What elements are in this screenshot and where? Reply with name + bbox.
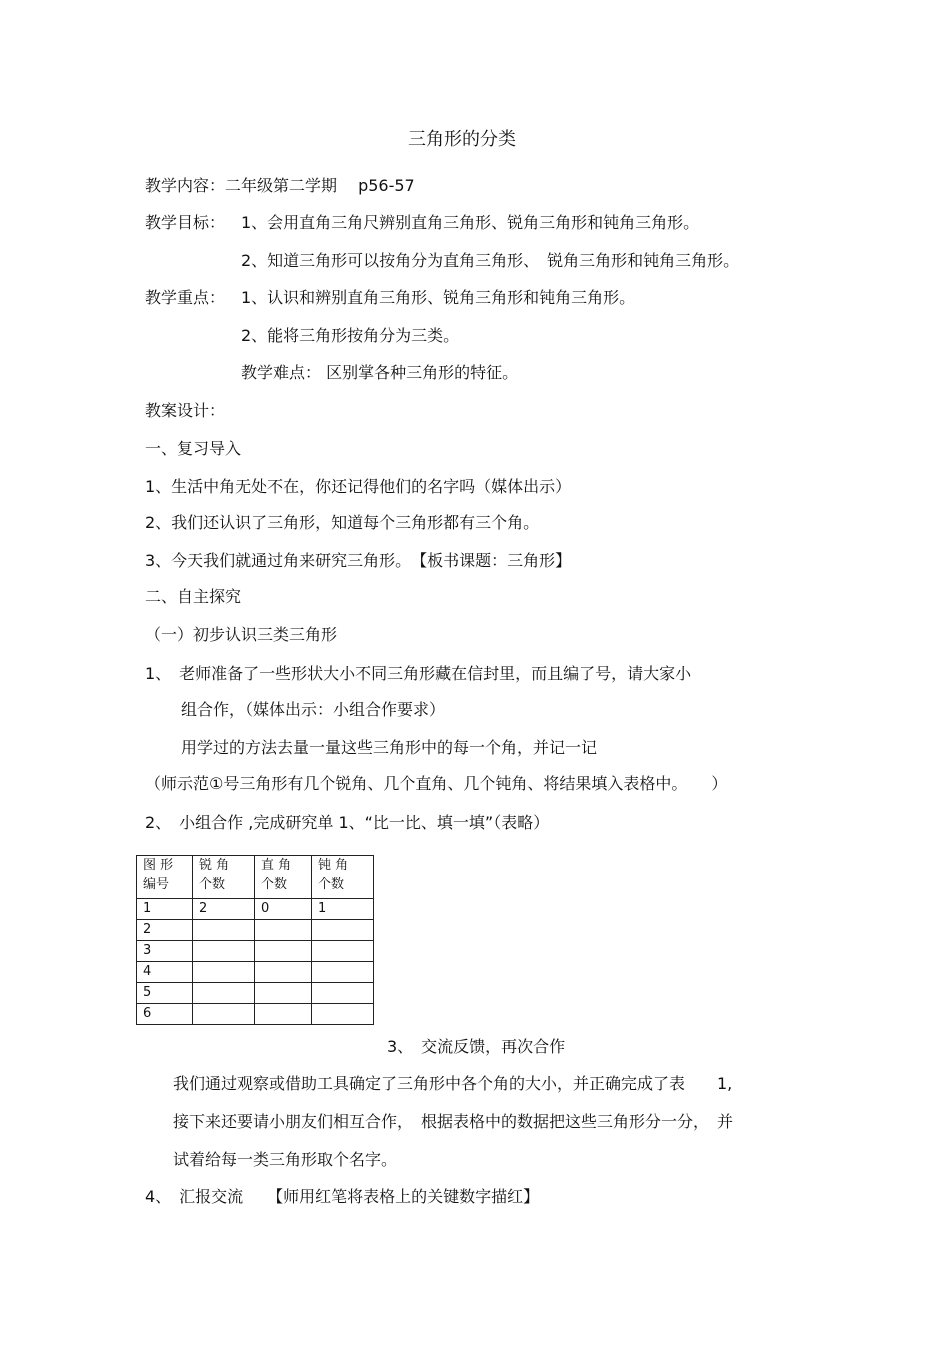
paragraph-line-3: 试着给每一类三角形取个名字。 — [173, 1150, 398, 1169]
table-cell — [255, 920, 312, 941]
table-cell — [193, 941, 255, 962]
table-cell — [193, 920, 255, 941]
key-point-1: 1、认识和辨别直角三角形、锐角三角形和钝角三角形。 — [241, 288, 636, 307]
table-header-cell: 图 形 编号 — [137, 856, 193, 899]
table-cell — [193, 983, 255, 1004]
section-1-item-1: 1、生活中角无处不在，你还记得他们的名字吗（媒体出示） — [145, 477, 572, 496]
table-cell: 4 — [137, 962, 193, 983]
section-2-item-4: 4、 汇报交流 【师用红笔将表格上的关键数字描红】 — [145, 1187, 540, 1206]
table-header-cell: 钝 角 个数 — [312, 856, 374, 899]
section-2-item-1-note: （师示范①号三角形有几个锐角、几个直角、几个钝角、将结果填入表格中。 ） — [145, 774, 728, 793]
key-label: 教学重点： — [145, 288, 226, 307]
teaching-content: 教学内容：二年级第二学期 p56-57 — [145, 176, 415, 195]
section-2-item-1-cont: 组合作，（媒体出示：小组合作要求） — [181, 700, 446, 719]
table-row — [137, 962, 374, 983]
table-cell — [255, 962, 312, 983]
table-cell: 5 — [137, 983, 193, 1004]
table-cell — [312, 983, 374, 1004]
table-cell: 3 — [137, 941, 193, 962]
results-table — [136, 855, 374, 1025]
table-row — [137, 920, 374, 941]
table-cell — [193, 962, 255, 983]
table-row — [137, 941, 374, 962]
difficulty: 教学难点： 区别掌各种三角形的特征。 — [241, 363, 519, 382]
table-cell: 1 — [137, 899, 193, 920]
section-2-item-1: 1、 老师准备了一些形状大小不同三角形藏在信封里，而且编了号，请大家小 — [145, 664, 692, 683]
section-2-item-1-instruction: 用学过的方法去量一量这些三角形中的每一个角，并记一记 — [181, 738, 598, 757]
table-cell — [255, 1004, 312, 1025]
paragraph-line-1: 我们通过观察或借助工具确定了三角形中各个角的大小，并正确完成了表 1, — [173, 1074, 733, 1093]
section-2-item-2: 2、 小组合作 ,完成研究单 1、“比一比、填一填”（表略） — [145, 813, 550, 832]
table-cell: 2 — [193, 899, 255, 920]
subsection-1-heading: （一）初步认识三类三角形 — [145, 625, 338, 644]
table-cell: 0 — [255, 899, 312, 920]
key-point-2: 2、能将三角形按角分为三类。 — [241, 326, 460, 345]
table-row — [137, 983, 374, 1004]
goal-2: 2、知道三角形可以按角分为直角三角形、 锐角三角形和钝角三角形。 — [241, 251, 740, 270]
table-cell — [312, 941, 374, 962]
section-2-heading: 二、自主探究 — [145, 587, 242, 606]
table-cell — [255, 983, 312, 1004]
paragraph-line-2: 接下来还要请小朋友们相互合作， 根据表格中的数据把这些三角形分一分， 并 — [173, 1112, 734, 1131]
table-cell: 1 — [312, 899, 374, 920]
table-cell — [312, 962, 374, 983]
section-2-item-3: 3、 交流反馈，再次合作 — [387, 1037, 566, 1056]
table-row — [137, 899, 374, 920]
table-cell — [312, 1004, 374, 1025]
table-cell — [193, 1004, 255, 1025]
table-header-row — [137, 856, 374, 899]
page-title: 三角形的分类 — [408, 129, 516, 150]
table-cell — [312, 920, 374, 941]
table-cell: 2 — [137, 920, 193, 941]
table-header-cell: 锐 角 个数 — [193, 856, 255, 899]
design-heading: 教案设计： — [145, 401, 226, 420]
goal-1: 1、会用直角三角尺辨别直角三角形、锐角三角形和钝角三角形。 — [241, 213, 700, 232]
table-row — [137, 1004, 374, 1025]
goal-label: 教学目标： — [145, 213, 226, 232]
section-1-item-3: 3、今天我们就通过角来研究三角形。 【板书课题：三角形】 — [145, 551, 572, 570]
table-cell — [255, 941, 312, 962]
table-header-cell: 直 角 个数 — [255, 856, 312, 899]
section-1-item-2: 2、我们还认识了三角形，知道每个三角形都有三个角。 — [145, 513, 540, 532]
section-1-heading: 一、复习导入 — [145, 439, 242, 458]
table-cell: 6 — [137, 1004, 193, 1025]
